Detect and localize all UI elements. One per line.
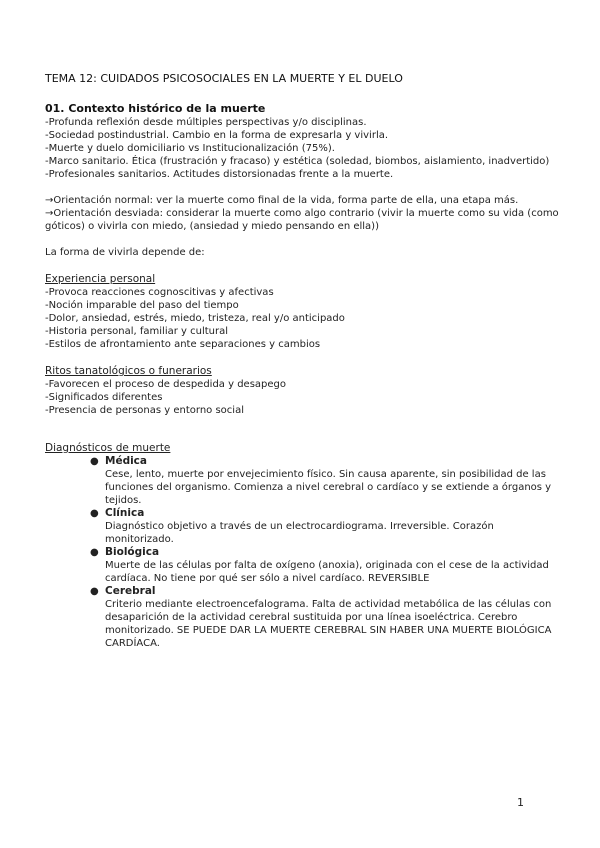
spacer xyxy=(45,351,560,364)
experience-item: -Provoca reacciones cognoscitivas y afectivas xyxy=(45,287,274,298)
spacer xyxy=(45,233,560,246)
list-item xyxy=(90,585,560,650)
experience-item: -Estilos de afrontamiento ante separaciones y cambios xyxy=(45,339,321,350)
rites-item: -Favorecen el proceso de despedida y desapego xyxy=(45,379,287,390)
intro-text: La forma de vivirla depende de: xyxy=(45,247,205,258)
diagnostic-description: Cese, lento, muerte por envejecimiento físico. Sin causa aparente, sin posibilidad de las funciones del organismo. Comienza a nivel cerebral o cardíaco y se extiende a órganos y tejidos. xyxy=(105,469,552,506)
experience-item: -Historia personal, familiar y cultural xyxy=(45,326,229,337)
context-item: -Sociedad postindustrial. Cambio en la forma de expresarla y vivirla. xyxy=(45,130,389,141)
context-item: -Marco sanitario. Ética (frustración y fracaso) y estética (soledad, biombos, aislamiento, inadvertido) xyxy=(45,156,550,167)
diagnostic-description: Criterio mediante electroencefalograma. Falta de actividad metabólica de las células con desaparición de la actividad cerebral sustituida por una línea isoeléctrica. Cerebro monitorizado. SE PUEDE DAR LA MUERTE CEREBRAL SIN HABER UNA MUERTE BIOLÓGICA CARDÍACA. xyxy=(105,599,552,649)
bullet-icon: ● xyxy=(90,456,99,467)
experience-item: -Dolor, ansiedad, estrés, miedo, tristeza, real y/o anticipado xyxy=(45,313,345,324)
bullet-icon: ● xyxy=(90,547,99,558)
diagnostics-heading: Diagnósticos de muerte xyxy=(45,442,171,454)
diagnostics-list xyxy=(45,455,560,650)
diagnostic-name: Cerebral xyxy=(105,585,156,597)
list-item xyxy=(90,455,560,507)
page-number: 1 xyxy=(517,796,524,809)
diagnostic-description: Diagnóstico objetivo a través de un electrocardiograma. Irreversible. Corazón monitorizado. xyxy=(105,521,494,545)
diagnostic-name: Clínica xyxy=(105,507,145,519)
context-item: -Profunda reflexión desde múltiples perspectivas y/o disciplinas. xyxy=(45,117,367,128)
experience-heading: Experiencia personal xyxy=(45,273,156,285)
orientation-normal: →Orientación normal: ver la muerte como final de la vida, forma parte de ella, una etapa más. xyxy=(45,195,519,206)
spacer xyxy=(45,181,560,194)
rites-item: -Presencia de personas y entorno social xyxy=(45,405,244,416)
rites-item: -Significados diferentes xyxy=(45,392,163,403)
section-heading: 01. Contexto histórico de la muerte xyxy=(45,102,266,115)
diagnostic-name: Médica xyxy=(105,455,147,467)
spacer xyxy=(45,259,560,272)
list-item xyxy=(90,507,560,546)
diagnostic-description: Muerte de las células por falta de oxígeno (anoxia), originada con el cese de la actividad cardíaca. No tiene por qué ser sólo a nivel cardíaco. REVERSIBLE xyxy=(105,560,549,584)
document-title: TEMA 12: CUIDADOS PSICOSOCIALES EN LA MUERTE Y EL DUELO xyxy=(45,72,403,85)
experience-item: -Noción imparable del paso del tiempo xyxy=(45,300,239,311)
context-item: -Muerte y duelo domiciliario vs Institucionalización (75%). xyxy=(45,143,335,154)
bullet-icon: ● xyxy=(90,586,99,597)
rites-heading: Ritos tanatológicos o funerarios xyxy=(45,365,212,377)
page-content xyxy=(45,72,560,650)
list-item xyxy=(90,546,560,585)
context-item: -Profesionales sanitarios. Actitudes distorsionadas frente a la muerte. xyxy=(45,169,394,180)
diagnostics-section xyxy=(45,441,560,650)
orientation-deviated: →Orientación desviada: considerar la muerte como algo contrario (vivir la muerte como su vida (como góticos) o vivirla con miedo, (ansiedad y miedo pensando en ella)) xyxy=(45,208,559,232)
diagnostic-name: Biológica xyxy=(105,546,160,558)
bullet-icon: ● xyxy=(90,508,99,519)
